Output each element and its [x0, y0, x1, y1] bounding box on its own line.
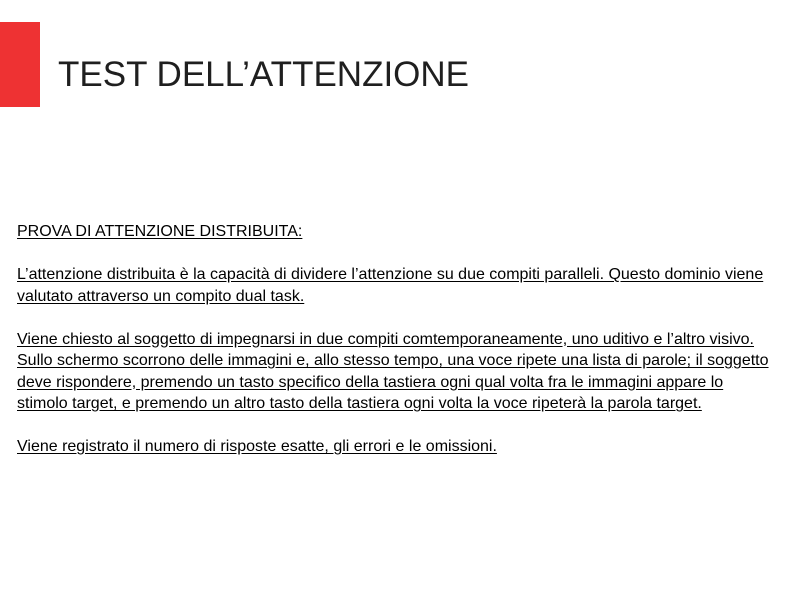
scoring-paragraph: Viene registrato il numero di risposte esatte, gli errori e le omissioni.	[17, 438, 497, 455]
definition-paragraph: L’attenzione distribuita è la capacità di dividere l’attenzione su due compiti paralleli. Questo dominio viene valutato attraverso un compito dual task.	[17, 266, 764, 305]
section-heading: PROVA DI ATTENZIONE DISTRIBUITA:	[17, 223, 303, 240]
slide-body	[17, 221, 777, 479]
slide-title: TEST DELL’ATTENZIONE	[58, 55, 470, 94]
title-accent-bar	[0, 22, 40, 107]
procedure-paragraph: Viene chiesto al soggetto di impegnarsi in due compiti comtemporaneamente, uno uditivo e l’altro visivo. Sullo schermo scorrono delle immagini e, allo stesso tempo, una voce ripete una lista di parole; il soggetto deve rispondere, premendo un tasto specifico della tastiera ogni qual volta fra le immagini appare lo stimolo target, e premendo un altro tasto della tastiera ogni volta la voce ripeterà la parola target.	[17, 330, 769, 412]
